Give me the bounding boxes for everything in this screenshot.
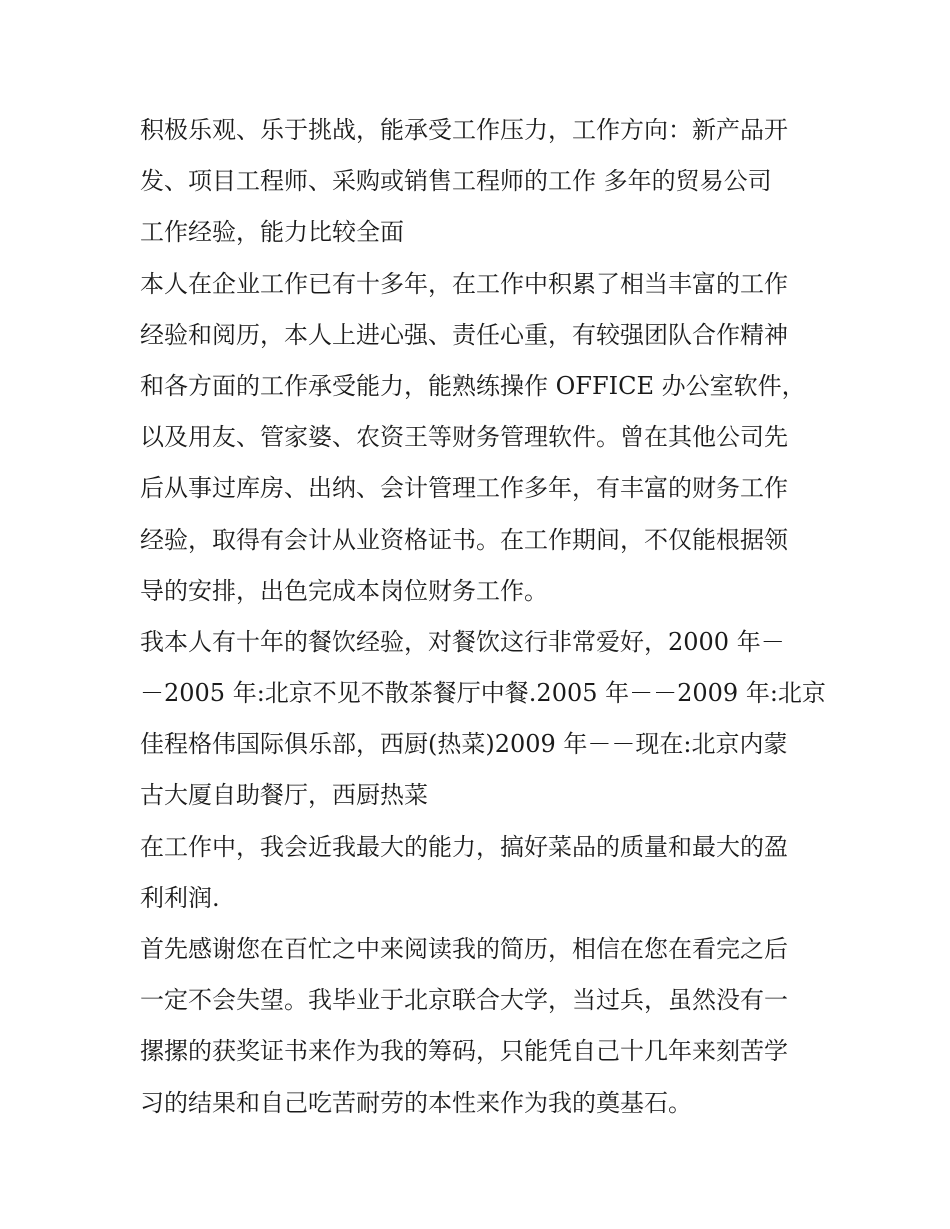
text-line: 本人在企业工作已有十多年，在工作中积累了相当丰富的工作 xyxy=(140,269,788,298)
text-line: 导的安排，出色完成本岗位财务工作。 xyxy=(140,576,548,605)
text-line: 后从事过库房、出纳、会计管理工作多年，有丰富的财务工作 xyxy=(140,474,788,503)
text-line: 和各方面的工作承受能力，能熟练操作 OFFICE 办公室软件， xyxy=(140,371,806,400)
text-line: 佳程格伟国际俱乐部，西厨(热菜)2009 年－－现在:北京内蒙 xyxy=(140,730,788,759)
text-line: 经验，取得有会计从业资格证书。在工作期间，不仅能根据领 xyxy=(140,525,788,554)
paragraph-2 xyxy=(140,259,816,617)
text-line: 积极乐观、乐于挑战，能承受工作压力，工作方向：新产品开 xyxy=(140,116,788,144)
text-line: 一定不会失望。我毕业于北京联合大学，当过兵，虽然没有一 xyxy=(140,986,788,1015)
text-line: 习的结果和自己吃苦耐劳的本性来作为我的奠基石。 xyxy=(140,1088,692,1117)
text-line: 利利润. xyxy=(140,883,220,912)
paragraph-1 xyxy=(140,105,816,259)
document-body xyxy=(140,105,826,1129)
paragraph-5 xyxy=(140,924,816,1129)
text-line: 摞摞的获奖证书来作为我的筹码，只能凭自己十几年来刻苦学 xyxy=(140,1037,788,1066)
text-line: 首先感谢您在百忙之中来阅读我的简历，相信在您在看完之后 xyxy=(140,935,788,963)
text-line: 古大厦自助餐厅，西厨热菜 xyxy=(140,781,428,810)
paragraph-4 xyxy=(140,822,816,924)
paragraph-3 xyxy=(140,617,826,822)
text-line: 以及用友、管家婆、农资王等财务管理软件。曾在其他公司先 xyxy=(140,423,788,452)
text-line: 工作经验，能力比较全面 xyxy=(140,218,404,247)
text-line: 经验和阅历，本人上进心强、责任心重，有较强团队合作精神 xyxy=(140,320,788,349)
text-line: －2005 年:北京不见不散茶餐厅中餐.2005 年－－2009 年:北京 xyxy=(140,679,826,708)
text-line: 我本人有十年的餐饮经验，对餐饮这行非常爱好，2000 年－ xyxy=(140,627,785,656)
text-line: 在工作中，我会近我最大的能力，搞好菜品的质量和最大的盈 xyxy=(140,832,788,861)
text-line: 发、项目工程师、采购或销售工程师的工作 多年的贸易公司 xyxy=(140,167,772,196)
